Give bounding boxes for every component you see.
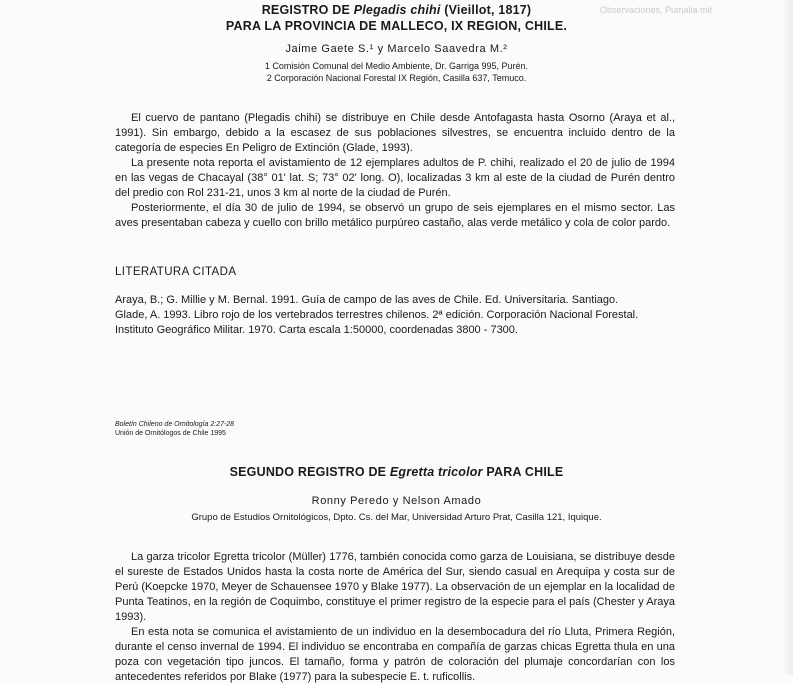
article1-title: REGISTRO DE Plegadis chihi (Vieillot, 1817) (261, 3, 532, 17)
affiliation-2: 2 Corporación Nacional Forestal IX Región, Casilla 637, Temuco. (266, 73, 527, 83)
article1-affiliations (0, 60, 793, 84)
reference-list (115, 293, 675, 338)
article1-header (0, 2, 793, 34)
journal-name: Boletín Chileno de Ornitología 2:27-28 (115, 421, 235, 428)
article1-paragraph-2: La presente nota reporta el avistamiento de 12 ejemplares adultos de P. chihi, realizado el 20 de julio de 1994 en las vegas de Chacayal (38° 01' lat. S; 73° 02' long. O), localizadas 3 km al este de la ciudad de Purén dentro del predio con Rol 231-21, unos 3 km al norte de la ciudad de Purén. (115, 157, 675, 199)
article2-affiliation: Grupo de Estudios Ornitológicos, Dpto. Cs. del Mar, Universidad Arturo Prat, Casilla 121, Iquique. (191, 512, 602, 523)
article1-body (115, 111, 675, 231)
reference-item: Araya, B.; G. Millie y M. Bernal. 1991. Guía de campo de las aves de Chile. Ed. Universitaria. Santiago. (115, 294, 619, 306)
bleed-through-text: Observaciones, Pumalia mit (600, 5, 713, 15)
literature-heading: LITERATURA CITADA (115, 266, 237, 278)
article2-title: SEGUNDO REGISTRO DE Egretta tricolor PARA CHILE (229, 465, 564, 479)
article1-title-line2: PARA LA PROVINCIA DE MALLECO, IX REGION, CHILE. (225, 19, 568, 33)
journal-citation (115, 420, 234, 438)
article1-paragraph-3: Posteriormente, el día 30 de julio de 1994, se observó un grupo de seis ejemplares en el mismo sector. Las aves presentaban cabeza y cuello con brillo metálico purpúreo castaño, alas verde metálico y cola de color pardo. (115, 202, 675, 229)
article2-body (115, 550, 675, 685)
affiliation-1: 1 Comisión Comunal del Medio Ambiente, Dr. Garriga 995, Purén. (264, 61, 529, 71)
reference-item: Glade, A. 1993. Libro rojo de los vertebrados terrestres chilenos. 2ª edición. Corporación Nacional Forestal. (115, 309, 639, 321)
article2-header (0, 464, 793, 480)
reference-item: Instituto Geográfico Militar. 1970. Carta escala 1:50000, coordenadas 3800 - 7300. (115, 324, 518, 336)
article2-authors: Ronny Peredo y Nelson Amado (311, 495, 482, 507)
species-name: Egretta tricolor (389, 465, 483, 479)
article1-authors: Jaime Gaete S.¹ y Marcelo Saavedra M.² (285, 43, 508, 55)
species-name: Plegadis chihi (353, 3, 441, 17)
article1-paragraph-1: El cuervo de pantano (Plegadis chihi) se distribuye en Chile desde Antofagasta hasta Osorno (Araya et al., 1991). Sin embargo, debido a la escasez de sus poblaciones silvestres, se encuentra incluido dentro de la categoría de especies En Peligro de Extinción (Glade, 1993). (115, 112, 675, 154)
article2-paragraph-2: En esta nota se comunica el avistamiento de un individuo en la desembocadura del río Lluta, Primera Región, durante el censo invernal de 1994. El individuo se encontraba en compañía de garzas chicas Egretta thula en una poza con vegetación tipo juncos. El tamaño, forma y patrón de coloración del plumaje concordarían con los antecedentes referidos por Blake (1977) para la subespecie E. t. ruficollis. (115, 626, 675, 683)
journal-publisher: Unión de Ornitólogos de Chile 1995 (115, 430, 226, 437)
page-edge-shadow (783, 0, 793, 675)
article2-paragraph-1: La garza tricolor Egretta tricolor (Müller) 1776, también conocida como garza de Louisiana, se distribuye desde el sureste de Estados Unidos hasta la costa norte de América del Sur, siendo casual en Arequipa y costa sur de Perú (Koepcke 1970, Meyer de Schauensee 1970 y Blake 1977). La observación de un ejemplar en la localidad de Punta Teatinos, en la región de Coquimbo, constituye el primer registro de la especie para el país (Chester y Araya 1993). (115, 551, 675, 623)
